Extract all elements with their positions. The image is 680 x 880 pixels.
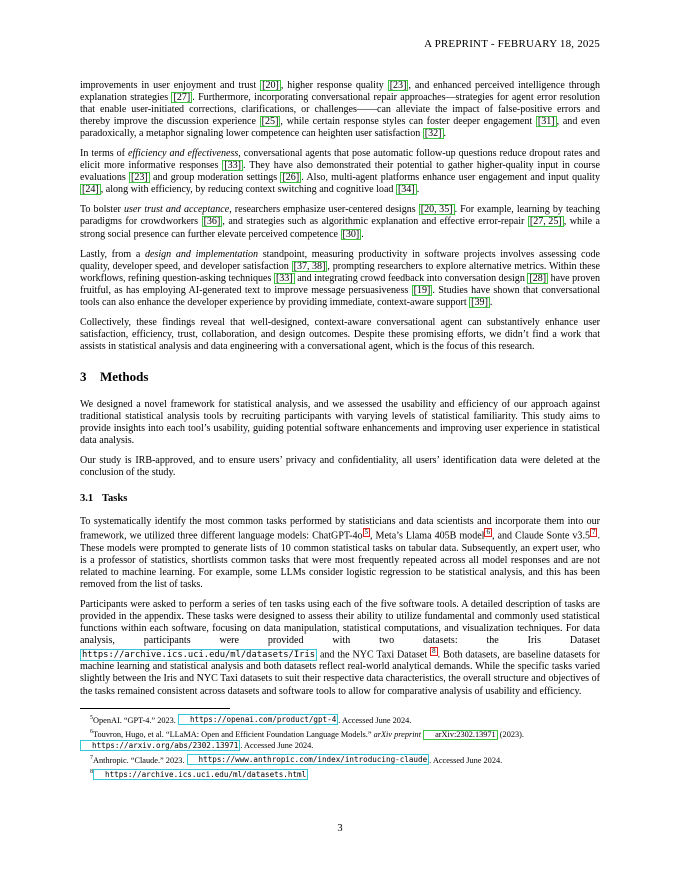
citation-link[interactable]: [36] — [203, 216, 221, 228]
uci-datasets-link[interactable]: https://archive.ics.uci.edu/ml/datasets.html — [93, 769, 308, 780]
footnote-link[interactable]: 5 — [364, 528, 369, 537]
citation-link[interactable]: [32] — [424, 128, 442, 140]
arxiv-citation-link[interactable]: arXiv:2302.13971 — [423, 730, 498, 740]
text: . Accessed June 2024. — [240, 741, 314, 751]
footnote-7 — [80, 753, 600, 766]
text: , and even paradoxically, a metaphor signaling lower competence can heighten user satisfaction — [80, 116, 601, 140]
emphasis: efficiency and effectiveness — [128, 148, 239, 160]
text: . They have also demonstrated their potential to gather higher-quality input in course evaluations — [80, 160, 600, 184]
footnote-link[interactable]: 7 — [591, 528, 596, 537]
text: , and enhanced perceived intelligence through explanation strategies — [80, 80, 600, 104]
text: Anthropic. “Claude.” 2023. — [93, 755, 187, 765]
page-number: 3 — [337, 823, 343, 834]
citation-link[interactable]: [23] — [389, 80, 407, 91]
footnote-divider — [80, 708, 230, 709]
text: . — [416, 184, 420, 196]
page-body — [80, 80, 600, 781]
text: . — [489, 296, 493, 308]
citation-link[interactable]: [27, 25] — [529, 216, 562, 228]
openai-link[interactable]: https://openai.com/product/gpt-4 — [178, 714, 338, 725]
arxiv-link[interactable]: https://arxiv.org/abs/2302.13971 — [80, 740, 240, 751]
paragraph-irb: Our study is IRB-approved, and to ensure users’ privacy and confidentiality, all users’ identification data were deleted at the conclusion of the study. — [80, 455, 600, 479]
footnote-number: 5 — [90, 714, 93, 721]
text: . Furthermore, incorporating conversational repair approaches—strategies for agent error resolution that enable user-initiated corrections, clarifications, or challenges——can alleviate the impact of false-positive errors and thereby improve the discussion experience — [80, 92, 600, 128]
text: , and strategies such as algorithmic explanation and effective error-repair — [222, 216, 528, 228]
subsection-title: Tasks — [102, 493, 128, 505]
footnote-5 — [80, 713, 600, 726]
text: . Both datasets, are baseline datasets for machine learning and statistical analysis and both datasets reflect real-world analytical demands. While the specific tasks varied slightly between the Iris and NYC Taxi datasets to suit their respective data characteristics, the overall structure and objectives of the tasks remained consistent across datasets and software tools to allow for comparative analysis of usability and efficiency. — [80, 649, 600, 697]
iris-dataset-link[interactable]: https://archive.ics.uci.edu/ml/datasets/Iris — [82, 650, 316, 661]
text: improvements in user enjoyment and trust — [80, 80, 261, 91]
text: , researchers emphasize user-centered designs — [229, 204, 419, 216]
subsection-number: 3.1 — [80, 493, 94, 505]
footnote-6 — [80, 727, 600, 752]
text: , Meta’s Llama 405B model — [370, 530, 485, 542]
paragraph-task-identification — [80, 516, 600, 591]
paragraph-task-procedure — [80, 599, 600, 698]
footnote-number: 6 — [90, 728, 93, 735]
citation-link[interactable]: [34] — [397, 184, 415, 196]
emphasis: arXiv preprint — [373, 729, 422, 739]
text: . Also, multi-agent platforms enhance user engagement and input quality — [301, 172, 600, 184]
text: . For example, learning by teaching paradigms for crowdworkers — [80, 204, 600, 228]
paragraph-conversational-benefits — [80, 80, 600, 140]
text: and integrating crowd feedback into conversation design — [294, 272, 528, 284]
text: , conversational agents that pose automatic follow-up questions reduce dropout rates and elicit more informative responses — [80, 148, 600, 172]
citation-link[interactable]: [20] — [262, 80, 279, 91]
text: To systematically identify the most common tasks performed by statisticians and data scientists and incorporate them into our framework, we utilized three different language models: ChatGPT-4o — [80, 516, 600, 542]
footnote-link[interactable]: 6 — [486, 528, 490, 537]
citation-link[interactable]: [25] — [261, 116, 279, 128]
text: . — [361, 228, 364, 240]
text: Participants were asked to perform a series of ten tasks using each of the five software tools. A detailed description of tasks are provided in the appendix. These tasks were designed to assess their ability to utilize fundamental and commonly used statistical functions within each software, focusing on data manipulation, statistical computations, and visualization techniques. For data analysis, participants were provided with two datasets: the Iris Dataset — [80, 598, 600, 646]
text: To bolster — [80, 204, 124, 216]
paragraph-design — [80, 249, 600, 309]
citation-link[interactable]: [39] — [471, 296, 488, 308]
text: . These models were prompted to generate lists of 10 common statistical tasks on tabular data. Subsequently, an expert user, who is a professor of statistics, shortlists common tasks that were most frequently repeated across all model responses and are not related to machine learning. For example, some LLMs consider logistic regression to be statistical analysis, and this has been removed from the list of tasks. — [80, 530, 600, 590]
text: , and Claude Sonte v3.5 — [491, 530, 590, 542]
text: . Studies have shown that conversational tools can also enhance the developer experience by providing immediate, context-aware support — [80, 284, 600, 308]
citation-link[interactable]: [31] — [537, 116, 555, 128]
text: (2023). — [497, 729, 524, 739]
text: standpoint, measuring productivity in software projects involves assessing code quality, developer speed, and developer satisfaction — [80, 248, 600, 272]
emphasis: user trust and acceptance — [123, 204, 230, 216]
citation-link[interactable]: [30] — [342, 228, 360, 240]
section-heading-methods — [80, 369, 600, 385]
text: . Accessed June 2024. — [338, 715, 412, 725]
text: OpenAI. “GPT-4.” 2023. — [93, 715, 178, 725]
paragraph-trust — [80, 204, 600, 240]
text: . Accessed June 2024. — [429, 755, 503, 765]
footnote-number: 8 — [90, 768, 93, 775]
citation-link[interactable]: [23] — [131, 172, 148, 184]
text: have proven fruitful, as has employing AI-generated text to improve message persuasiveness — [80, 272, 601, 296]
paragraph-methods-intro: We designed a novel framework for statistical analysis, and we assessed the usability and efficiency of our approach against traditional statistical analysis tools by recruiting participants with varying levels of statistical familiarity. This study aims to provide insights into each tool’s usability, guiding potential software enhancements and improving user experience in statistical data analysis. — [80, 398, 600, 447]
citation-link[interactable]: [28] — [529, 272, 547, 284]
section-title: Methods — [100, 368, 149, 384]
paragraph-collectively: Collectively, these findings reveal that well-designed, context-aware conversational agent can substantively enhance user satisfaction, efficiency, trust, collaboration, and design outcomes. Despite these promising efforts, we didn’t find a work that assists in statistical analysis and data engineering with a conversational agent, which is the focus of this research. — [80, 316, 600, 352]
text: Lastly, from a — [80, 248, 145, 260]
citation-link[interactable]: [27] — [173, 92, 191, 104]
running-header: A PREPRINT - FEBRUARY 18, 2025 — [424, 38, 600, 50]
citation-link[interactable]: [26] — [282, 172, 300, 184]
text: and group moderation settings — [149, 172, 281, 184]
paragraph-efficiency — [80, 148, 600, 196]
citation-link[interactable]: [37, 38] — [293, 260, 326, 272]
text: , prompting researchers to explore alternative metrics. Within these workflows, refining question-asking techniques — [80, 260, 600, 284]
citation-link[interactable]: [33] — [224, 160, 242, 172]
citation-link[interactable]: [20, 35] — [420, 204, 453, 216]
citation-link[interactable]: [19] — [413, 284, 431, 296]
text: . — [443, 128, 447, 140]
text: , along with efficiency, by reducing context switching and cognitive load — [100, 184, 396, 196]
emphasis: design and implementation — [144, 248, 259, 260]
text: , while certain response styles can foster deeper engagement — [280, 116, 536, 128]
subsection-heading-tasks — [80, 493, 600, 504]
text: , while a strong social presence can further elevate perceived competence — [80, 216, 600, 240]
citation-link[interactable]: [33] — [275, 272, 293, 284]
section-number: 3 — [80, 368, 87, 384]
text: Touvron, Hugo, et al. “LLaMA: Open and Efficient Foundation Language Models.” — [93, 729, 374, 739]
footnote-link[interactable]: 8 — [432, 647, 436, 656]
text: , higher response quality — [280, 80, 388, 91]
anthropic-link[interactable]: https://www.anthropic.com/index/introducing-claude — [187, 754, 430, 765]
footnote-number: 7 — [90, 754, 93, 761]
footnote-8 — [80, 767, 600, 780]
text: In terms of — [80, 148, 128, 160]
citation-link[interactable]: [24] — [82, 184, 99, 196]
text: and the NYC Taxi Dataset — [317, 649, 431, 661]
